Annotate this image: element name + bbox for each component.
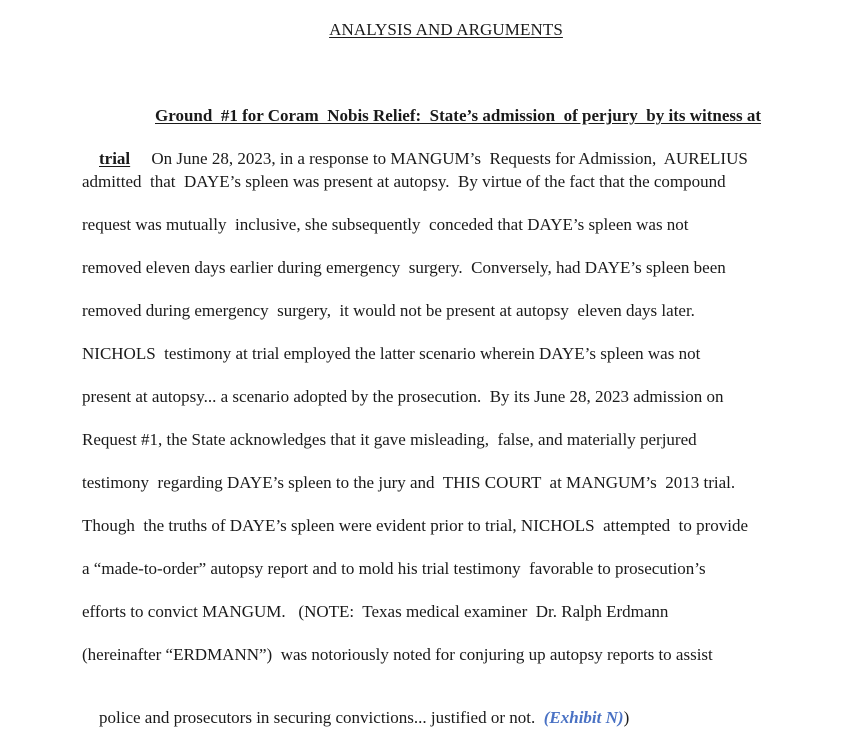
body-line-9: testimony regarding DAYE’s spleen to the jury and THIS COURT at MANGUM’s 2013 trial. (82, 473, 736, 492)
body-line-11: a “made-to-order” autopsy report and to mold his trial testimony favorable to prosecution’s (82, 559, 706, 578)
exhibit-n-link[interactable]: (Exhibit N) (543, 708, 624, 727)
body-line-13: (hereinafter “ERDMANN”) was notoriously noted for conjuring up autopsy reports to assist (82, 645, 713, 664)
section-title: ANALYSIS AND ARGUMENTS (329, 20, 563, 39)
body-line-14 (82, 688, 629, 748)
body-line-2: admitted that DAYE’s spleen was present at autopsy. By virtue of the fact that the compound (82, 172, 726, 191)
ground-heading-continuation: trial (99, 149, 131, 168)
body-text: On June 28, 2023, in a response to MANGUM’s Requests for Admission, AURELIUS (151, 149, 748, 168)
body-line-8: Request #1, the State acknowledges that it gave misleading, false, and materially perjured (82, 430, 697, 449)
body-line-7: present at autopsy... a scenario adopted by the prosecution. By its June 28, 2023 admission on (82, 387, 724, 406)
body-line-12: efforts to convict MANGUM. (NOTE: Texas medical examiner Dr. Ralph Erdmann (82, 602, 669, 621)
body-line-3: request was mutually inclusive, she subsequently conceded that DAYE’s spleen was not (82, 215, 689, 234)
body-line-4: removed eleven days earlier during emergency surgery. Conversely, had DAYE’s spleen been (82, 258, 726, 277)
body-line-10: Though the truths of DAYE’s spleen were evident prior to trial, NICHOLS attempted to provide (82, 516, 749, 535)
body-text: police and prosecutors in securing convictions... justified or not. (99, 708, 544, 727)
body-line-6: NICHOLS testimony at trial employed the latter scenario wherein DAYE’s spleen was not (82, 344, 701, 363)
closing-paren: ) (623, 708, 630, 727)
body-line-5: removed during emergency surgery, it would not be present at autopsy eleven days later. (82, 301, 695, 320)
ground-heading-text: Ground #1 for Coram Nobis Relief: State’s admission of perjury by its witness at (155, 106, 762, 125)
